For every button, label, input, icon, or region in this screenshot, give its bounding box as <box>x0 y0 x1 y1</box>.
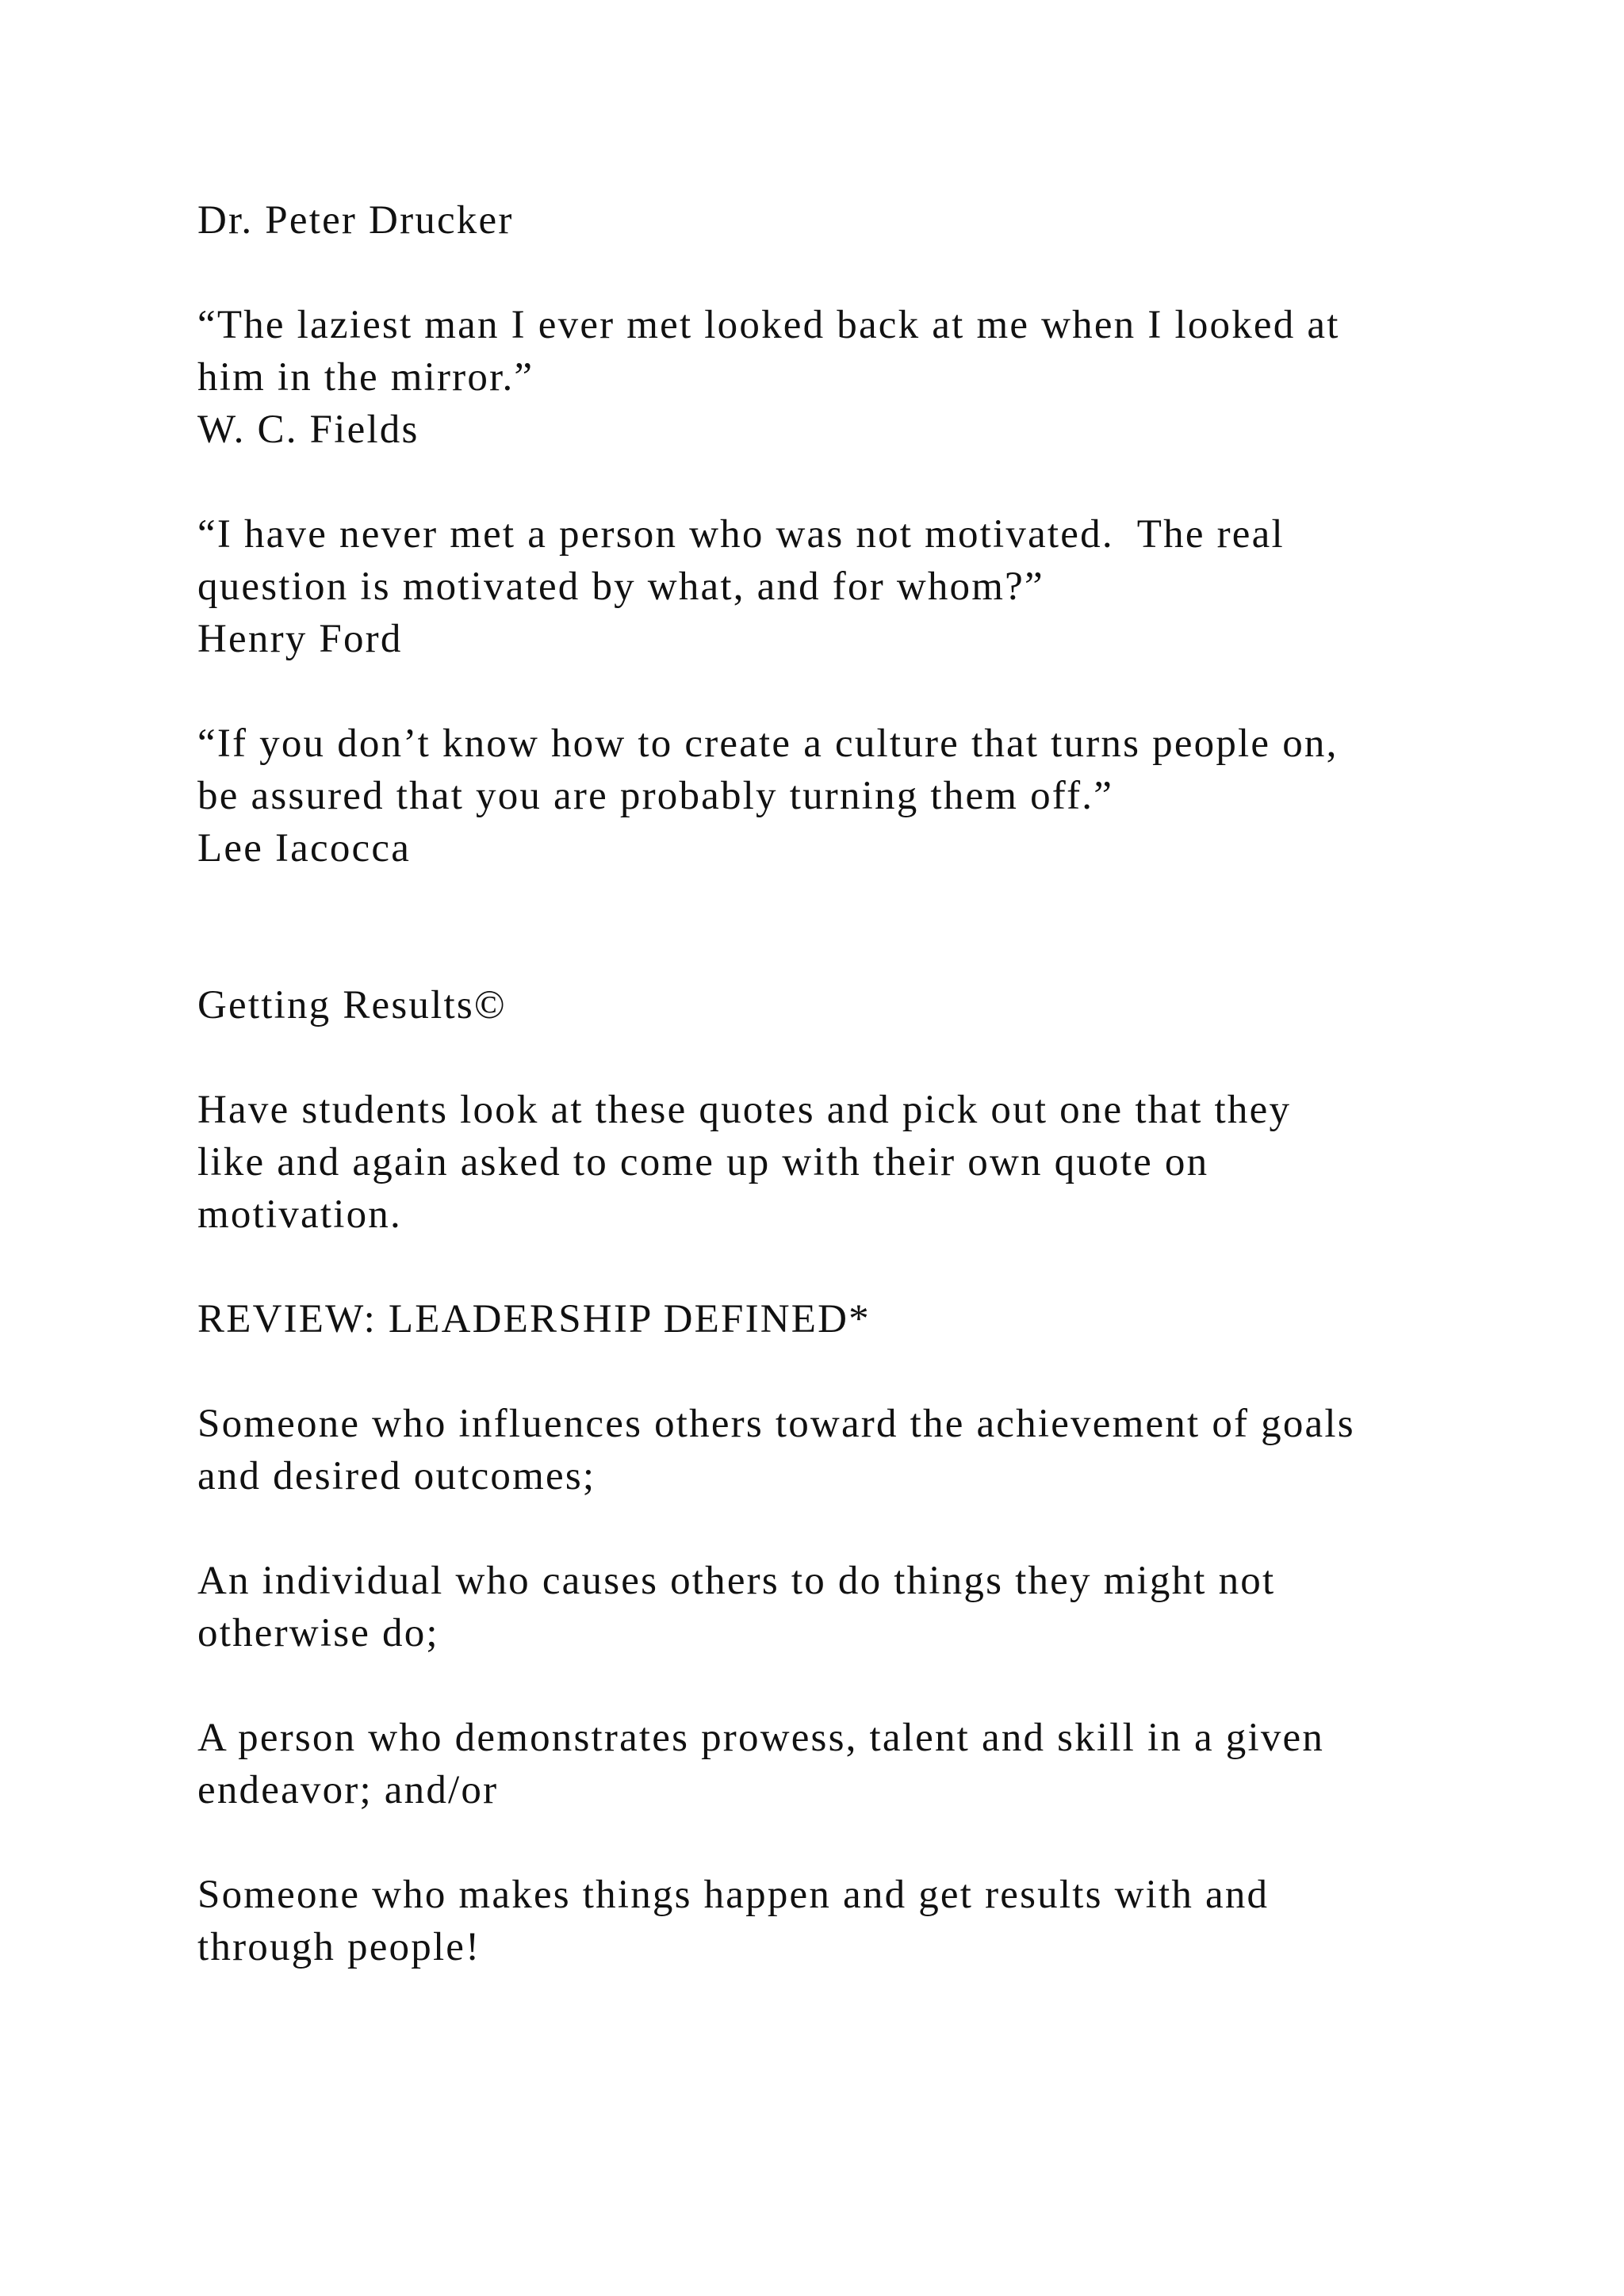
definition-1-line-1: Someone who influences others toward the achievement of goals <box>197 1402 1355 1446</box>
getting-results-title: Getting Results© <box>197 983 507 1027</box>
review-heading: REVIEW: LEADERSHIP DEFINED* <box>197 1297 871 1341</box>
quote-fields-author: W. C. Fields <box>197 408 419 452</box>
definition-1-line-2: and desired outcomes; <box>197 1454 596 1498</box>
quote-ford-line-1: “I have never met a person who was not motivated. The real <box>197 512 1285 557</box>
quote-iacocca-line-1: “If you don’t know how to create a culture that turns people on, <box>197 721 1339 766</box>
instruction-line-2: like and again asked to come up with their own quote on <box>197 1140 1209 1184</box>
definition-4-line-2: through people! <box>197 1925 481 1969</box>
quote-fields-line-1: “The laziest man I ever met looked back at me when I looked at <box>197 303 1340 347</box>
definition-3-line-1: A person who demonstrates prowess, talent and skill in a given <box>197 1716 1325 1760</box>
instruction-line-1: Have students look at these quotes and pick out one that they <box>197 1088 1292 1132</box>
quote-fields-line-2: him in the mirror.” <box>197 355 534 400</box>
quote-ford-author: Henry Ford <box>197 617 403 661</box>
attribution-drucker: Dr. Peter Drucker <box>197 198 514 243</box>
quote-iacocca-line-2: be assured that you are probably turning them off.” <box>197 774 1114 818</box>
definition-2-line-2: otherwise do; <box>197 1611 439 1655</box>
definition-3-line-2: endeavor; and/or <box>197 1768 499 1812</box>
definition-4-line-1: Someone who makes things happen and get results with and <box>197 1873 1270 1917</box>
instruction-line-3: motivation. <box>197 1192 402 1237</box>
definition-2-line-1: An individual who causes others to do things they might not <box>197 1559 1276 1603</box>
quote-iacocca-author: Lee Iacocca <box>197 826 412 871</box>
quote-ford-line-2: question is motivated by what, and for whom?” <box>197 564 1044 609</box>
